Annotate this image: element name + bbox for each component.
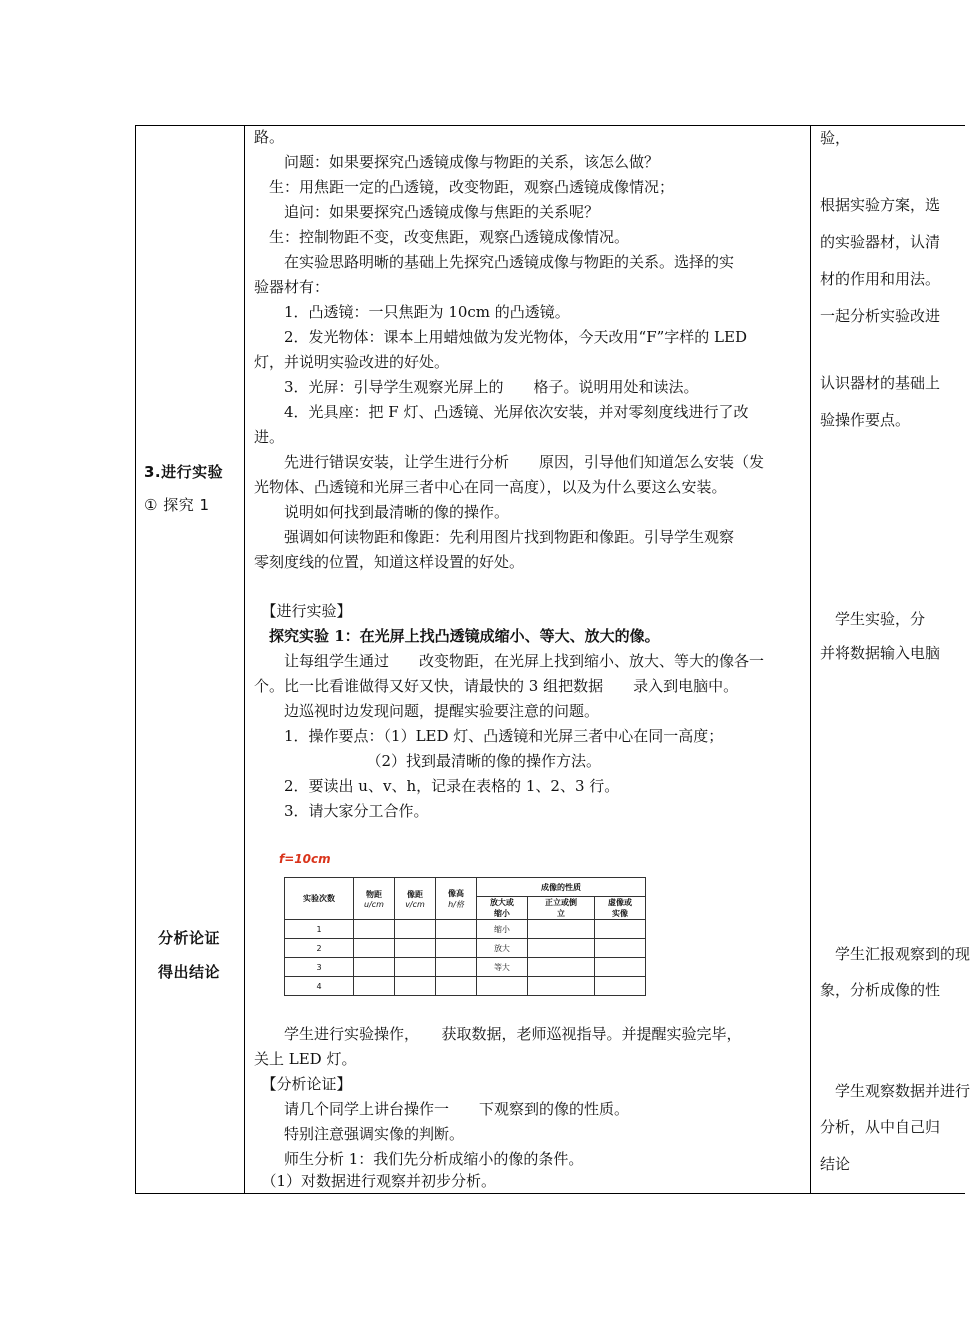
main-line: （2）找到最清晰的像的操作方法。 bbox=[254, 752, 602, 770]
focal-length-label: f=10cm bbox=[279, 852, 331, 866]
row-size-value: 放大 bbox=[477, 939, 528, 958]
main-line: 2．要读出 u、v、h，记录在表格的 1、2、3 行。 bbox=[254, 777, 620, 795]
analysis-label: 分析论证 bbox=[158, 929, 221, 947]
table-row bbox=[285, 920, 646, 939]
main-line: 光物体、凸透镜和光屏三者中心在同一高度），以及为什么要这么安装。 bbox=[254, 478, 727, 496]
sub-step-label: ① 探究 1 bbox=[144, 496, 210, 514]
activity-line: 象，分析成像的性 bbox=[820, 981, 941, 999]
main-line: 进。 bbox=[254, 428, 285, 446]
main-line: 4．光具座：把 F 灯、凸透镜、光屏依次安装，并对零刻度线进行了改 bbox=[254, 403, 749, 421]
main-line: （1）对数据进行观察并初步分析。 bbox=[254, 1172, 497, 1190]
table-row bbox=[285, 977, 646, 996]
main-line: 3．光屏：引导学生观察光屏上的 格子。说明用处和读法。 bbox=[254, 378, 699, 396]
main-line: 1．操作要点：（1）LED 灯、凸透镜和光屏三者中心在同一高度； bbox=[254, 727, 724, 745]
header-trial: 实验次数 bbox=[285, 878, 354, 920]
main-line: 在实验思路明晰的基础上先探究凸透镜成像与物距的关系。选择的实 bbox=[254, 253, 735, 271]
header-object-distance: 物距 u/cm bbox=[354, 878, 395, 920]
main-line: 追问：如果要探究凸透镜成像与焦距的关系呢？ bbox=[254, 203, 600, 221]
column-divider-left bbox=[244, 125, 245, 1194]
main-line: 3．请大家分工合作。 bbox=[254, 802, 429, 820]
column-divider-right bbox=[810, 125, 811, 1194]
data-record-table bbox=[284, 877, 646, 996]
header-image-height: 像高 h/格 bbox=[436, 878, 477, 920]
main-line: 学生进行实验操作， 获取数据，老师巡视指导。并提醒实验完毕， bbox=[254, 1025, 742, 1043]
main-line: 路。 bbox=[254, 128, 285, 146]
main-line: 1．凸透镜：一只焦距为 10cm 的凸透镜。 bbox=[254, 303, 570, 321]
experiment-title: 探究实验 1：在光屏上找凸透镜成缩小、等大、放大的像。 bbox=[254, 627, 660, 645]
table-row bbox=[285, 939, 646, 958]
main-line: 零刻度线的位置，知道这样设置的好处。 bbox=[254, 553, 525, 571]
main-line: 生：用焦距一定的凸透镜，改变物距，观察凸透镜成像情况； bbox=[254, 178, 675, 196]
main-line: 让每组学生通过 改变物距，在光屏上找到缩小、放大、等大的像各一 bbox=[254, 652, 765, 670]
main-line: 先进行错误安装，让学生进行分析 原因，引导他们知道怎么安装（发 bbox=[254, 453, 765, 471]
main-line: 验器材有： bbox=[254, 278, 330, 296]
row-number: 3 bbox=[285, 958, 354, 977]
main-line: 2．发光物体：课本上用蜡烛做为发光物体，今天改用“F”字样的 LED bbox=[254, 328, 747, 346]
main-line: 关上 LED 灯。 bbox=[254, 1050, 357, 1068]
main-line: 生：控制物距不变，改变焦距，观察凸透镜成像情况。 bbox=[254, 228, 630, 246]
row-size-value bbox=[477, 977, 528, 996]
activity-line: 学生实验，分 bbox=[820, 610, 926, 628]
activity-line: 学生汇报观察到的现 bbox=[820, 945, 970, 963]
header-real-virtual: 虚像或 实像 bbox=[595, 897, 646, 920]
header-image-distance: 像距 v/cm bbox=[395, 878, 436, 920]
table-row bbox=[285, 958, 646, 977]
activity-line: 并将数据输入电脑 bbox=[820, 644, 941, 662]
activity-line: 的实验器材，认清 bbox=[820, 233, 941, 251]
header-orientation: 正立或倒 立 bbox=[527, 897, 594, 920]
main-line: 边巡视时边发现问题，提醒实验要注意的问题。 bbox=[254, 702, 600, 720]
main-line: 个。比一比看谁做得又好又快，请最快的 3 组把数据 录入到电脑中。 bbox=[254, 677, 739, 695]
row-number: 1 bbox=[285, 920, 354, 939]
activity-line: 验， bbox=[820, 129, 851, 147]
step-label: 3.进行实验 bbox=[144, 463, 224, 481]
main-line: 问题：如果要探究凸透镜成像与物距的关系，该怎么做？ bbox=[254, 153, 660, 171]
row-number: 4 bbox=[285, 977, 354, 996]
main-line: 师生分析 1：我们先分析成缩小的像的条件。 bbox=[254, 1150, 584, 1168]
row-number: 2 bbox=[285, 939, 354, 958]
conclusion-label: 得出结论 bbox=[158, 963, 221, 981]
header-size: 放大或 缩小 bbox=[477, 897, 528, 920]
activity-line: 一起分析实验改进 bbox=[820, 307, 941, 325]
activity-line: 材的作用和用法。 bbox=[820, 270, 941, 288]
activity-line: 学生观察数据并进行 bbox=[820, 1082, 970, 1100]
main-line: 说明如何找到最清晰的像的操作。 bbox=[254, 503, 510, 521]
section-heading: 【进行实验】 bbox=[254, 602, 352, 620]
section-heading: 【分析论证】 bbox=[254, 1075, 352, 1093]
activity-line: 分析，从中自己归 bbox=[820, 1118, 941, 1136]
activity-line: 验操作要点。 bbox=[820, 411, 911, 429]
activity-line: 结论 bbox=[820, 1155, 851, 1173]
main-line: 强调如何读物距和像距：先利用图片找到物距和像距。引导学生观察 bbox=[254, 528, 735, 546]
activity-line: 根据实验方案，选 bbox=[820, 196, 941, 214]
row-size-value: 等大 bbox=[477, 958, 528, 977]
activity-line: 认识器材的基础上 bbox=[820, 374, 941, 392]
main-line: 特别注意强调实像的判断。 bbox=[254, 1125, 465, 1143]
header-image-properties: 成像的性质 bbox=[477, 878, 646, 897]
main-line: 请几个同学上讲台操作一 下观察到的像的性质。 bbox=[254, 1100, 630, 1118]
main-line: 灯，并说明实验改进的好处。 bbox=[254, 353, 450, 371]
row-size-value: 缩小 bbox=[477, 920, 528, 939]
